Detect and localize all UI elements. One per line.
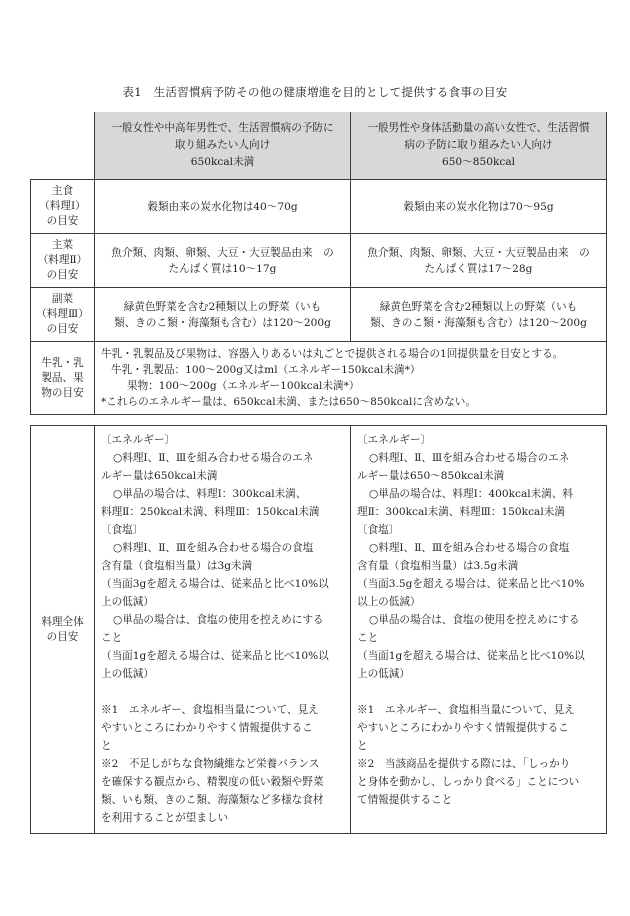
row-label-total <box>31 426 95 834</box>
row-shusai <box>31 234 607 288</box>
total-line: ○料理Ⅰ、Ⅱ、Ⅲを組み合わせる場合のエネ <box>113 452 314 464</box>
row-label-line: の目安 <box>46 323 79 335</box>
shushoku-col2: 穀類由来の炭水化物は70〜95g <box>351 180 607 234</box>
header-col1-line: 取り組みたい人向け <box>174 139 271 151</box>
total-line: 〔食塩〕 <box>101 524 144 536</box>
meal-guideline-table <box>30 112 607 834</box>
row-label-line: の目安 <box>46 630 79 643</box>
row-label-milk <box>31 342 95 415</box>
total-line: と身体を動かし、しっかり食べる」ことについ <box>357 776 580 788</box>
total-line: ルギー量は650〜850kcal未満 <box>357 470 505 482</box>
milk-line: *これらのエネルギー量は、650kcal未満、または650〜850kcalに含めない。 <box>101 396 476 408</box>
row-label-shusai <box>31 234 95 288</box>
total-line: こと <box>357 632 379 644</box>
total-line: ルギー量は650kcal未満 <box>101 470 218 482</box>
row-label-line: 製品、果 <box>41 371 84 384</box>
total-line: ○料理Ⅰ、Ⅱ、Ⅲを組み合わせる場合のエネ <box>369 452 570 464</box>
header-col2-line: 病の予防に取り組みたい人向け <box>404 139 553 151</box>
total-line: （当面1gを超える場合は、従来品と比べ10%以 <box>101 650 329 662</box>
fukusai-col2 <box>351 288 607 342</box>
total-line: 〔エネルギー〕 <box>357 434 432 446</box>
total-line: ○単品の場合は、料理Ⅰ：400kcal未満、料 <box>369 488 574 500</box>
milk-line: 牛乳・乳製品：100〜200g又はml（エネルギー150kcal未満*） <box>111 364 421 376</box>
header-col1 <box>95 112 351 180</box>
shusai-col2 <box>351 234 607 288</box>
row-label-fukusai <box>31 288 95 342</box>
total-line: を確保する観点から、精製度の低い穀類や野菜 <box>101 776 324 788</box>
cell-line: たんぱく質は10〜17g <box>168 262 277 275</box>
total-line: 以上の低減） <box>357 596 421 608</box>
total-line: を利用することが望ましい <box>101 812 229 824</box>
header-col2 <box>351 112 607 180</box>
row-label-line: の目安 <box>46 269 79 281</box>
row-fukusai <box>31 288 607 342</box>
header-col1-line: 一般女性や中高年男性で、生活習慣病の予防に <box>111 122 334 134</box>
header-col1-line: 650kcal未満 <box>190 156 255 168</box>
milk-content <box>95 342 607 415</box>
total-line: ○単品の場合は、食塩の使用を控えめにする <box>113 614 324 626</box>
total-line: （当面1gを超える場合は、従来品と比べ10%以 <box>357 650 585 662</box>
total-line: ○単品の場合は、料理Ⅰ：300kcal未満、 <box>113 488 307 500</box>
table-caption: 表1 生活習慣病予防その他の健康増進を目的として提供する食事の目安 <box>122 85 508 99</box>
total-line: 料理Ⅱ：250kcal未満、料理Ⅲ：150kcal未満 <box>101 506 320 518</box>
total-line: 含有量（食塩相当量）は3.5g未満 <box>357 560 519 572</box>
cell-line: 類、きのこ類・海藻類も含む）は120〜200g <box>114 316 331 329</box>
row-label-line: 牛乳・乳 <box>41 356 84 369</box>
total-line: て情報提供すること <box>357 794 453 806</box>
cell-line: たんぱく質は17〜28g <box>424 262 533 275</box>
row-label-line: 主食 <box>51 185 74 197</box>
total-line: ※2 不足しがちな食物繊維など栄養バランス <box>101 758 320 770</box>
total-col1 <box>95 426 351 834</box>
total-line: （当面3gを超える場合は、従来品と比べ10%以 <box>101 578 329 590</box>
total-line: 〔エネルギー〕 <box>101 434 176 446</box>
total-line: ※1 エネルギー、食塩相当量について、見え <box>357 704 575 716</box>
total-col2 <box>351 426 607 834</box>
shusai-col1 <box>95 234 351 288</box>
row-label-line: 料理全体 <box>41 615 84 628</box>
cell-line: 緑黄色野菜を含む2種類以上の野菜（いも <box>123 300 322 313</box>
separator-cell <box>31 415 95 426</box>
total-line: やすいところにわかりやすく情報提供するこ <box>357 722 569 734</box>
row-label-line: 物の目安 <box>41 386 84 399</box>
row-label-line: （料理Ⅰ） <box>39 200 86 212</box>
total-line: ○料理Ⅰ、Ⅱ、Ⅲを組み合わせる場合の食塩 <box>369 542 570 554</box>
total-line: 上の低減） <box>101 668 154 680</box>
shushoku-col1: 穀類由来の炭水化物は40〜70g <box>95 180 351 234</box>
total-line: 理Ⅱ：300kcal未満、料理Ⅲ：150kcal未満 <box>357 506 565 518</box>
total-gap <box>357 683 600 701</box>
row-shushoku <box>31 180 607 234</box>
total-line: こと <box>101 632 123 644</box>
separator-row <box>31 415 607 426</box>
total-line: ○単品の場合は、食塩の使用を控えめにする <box>369 614 580 626</box>
total-line: と <box>101 740 112 752</box>
row-milk <box>31 342 607 415</box>
row-label-line: 副菜 <box>51 293 74 305</box>
cell-line: 魚介類、肉類、卵類、大豆・大豆製品由来 の <box>111 246 334 259</box>
row-label-shushoku <box>31 180 95 234</box>
cell-line: 類、きのこ類・海藻類も含む）は120〜200g <box>370 316 587 329</box>
fukusai-col1 <box>95 288 351 342</box>
cell-line: 魚介類、肉類、卵類、大豆・大豆製品由来 の <box>367 246 590 259</box>
header-row <box>31 112 607 180</box>
total-gap <box>101 683 344 701</box>
row-label-line: 主菜 <box>51 239 74 251</box>
total-line: 上の低減） <box>101 596 154 608</box>
total-line: ※2 当該商品を提供する際には、「しっかり <box>357 758 571 770</box>
total-line: 〔食塩〕 <box>357 524 400 536</box>
total-line: と <box>357 740 368 752</box>
header-corner <box>31 112 95 180</box>
row-label-line: （料理Ⅲ） <box>36 308 89 320</box>
header-col2-line: 650〜850kcal <box>441 156 516 168</box>
separator-cell <box>351 415 607 426</box>
total-line: 上の低減） <box>357 668 410 680</box>
total-line: （当面3.5gを超える場合は、従来品と比べ10% <box>357 578 585 590</box>
milk-line: 牛乳・乳製品及び果物は、容器入りあるいは丸ごとで提供される場合の1回提供量を目安とする。 <box>101 348 564 360</box>
total-line: 含有量（食塩相当量）は3g未満 <box>101 560 253 572</box>
total-line: 類、いも類、きのこ類、海藻類など多様な食材 <box>101 794 324 806</box>
cell-line: 緑黄色野菜を含む2種類以上の野菜（いも <box>379 300 578 313</box>
row-total <box>31 426 607 834</box>
total-line: ※1 エネルギー、食塩相当量について、見え <box>101 704 319 716</box>
header-col2-line: 一般男性や身体活動量の高い女性で、生活習慣 <box>367 122 590 134</box>
milk-line: 果物：100〜200g（エネルギー100kcal未満*） <box>127 380 360 392</box>
row-label-line: の目安 <box>46 215 79 227</box>
total-line: ○料理Ⅰ、Ⅱ、Ⅲを組み合わせる場合の食塩 <box>113 542 314 554</box>
separator-cell <box>95 415 351 426</box>
row-label-line: （料理Ⅱ） <box>37 254 88 266</box>
total-line: やすいところにわかりやすく情報提供するこ <box>101 722 313 734</box>
